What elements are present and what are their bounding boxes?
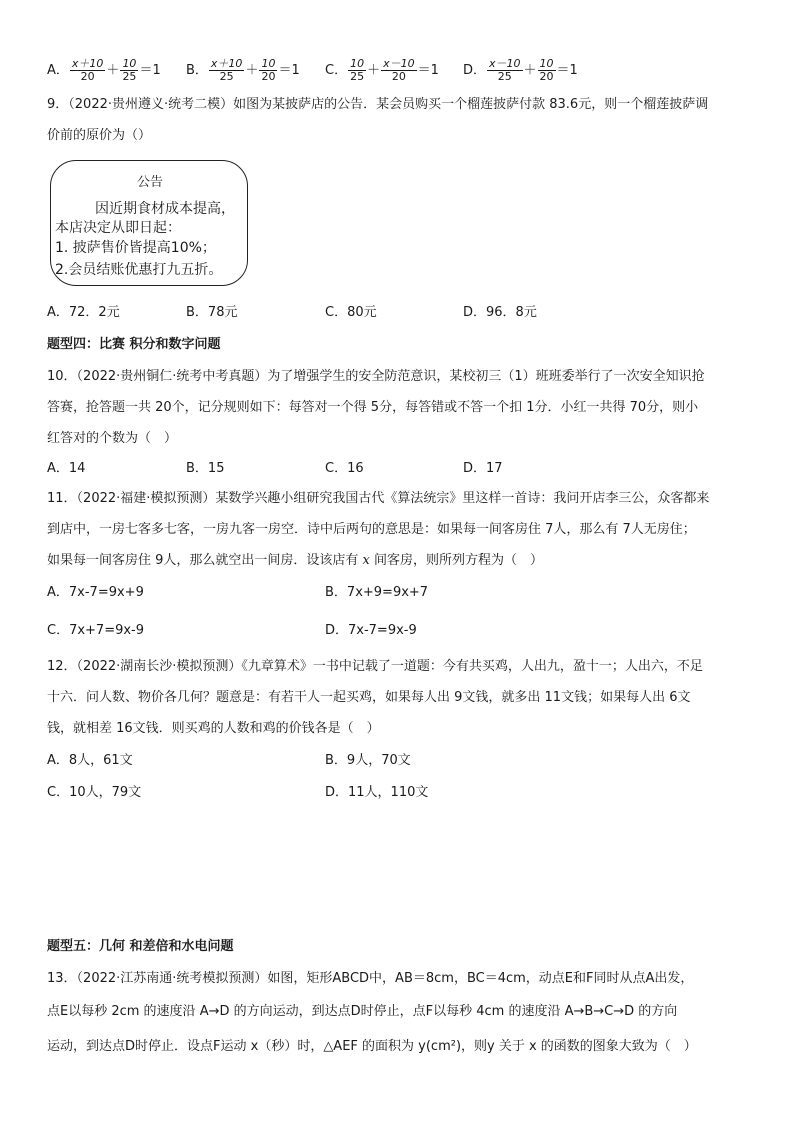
q10-stem-line3: 红答对的个数为（ ） xyxy=(47,431,178,446)
fraction: $\frac{x-10}{25}$ xyxy=(489,57,521,83)
q11-option-d[interactable]: D．7x-7=9x-9 xyxy=(325,623,417,638)
section-heading: 题型五：几何 和差倍和水电问题 xyxy=(47,939,234,954)
notice-line: 因近期食材成本提高， xyxy=(95,201,235,217)
notice-line: 2.会员结账优惠打九五折。 xyxy=(55,262,223,278)
fraction: $\frac{10}{20}$ xyxy=(261,57,276,83)
notice-line: 1. 披萨售价皆提高10%； xyxy=(55,240,216,256)
q9-option-d[interactable]: D．96．8元 xyxy=(463,305,537,320)
q13-stem-line1: 13．（2022·江苏南通·统考模拟预测）如图，矩形ABCD中，AB＝8cm，BC＝4cm，动点E和F同时从点A出发， xyxy=(47,971,694,986)
fraction: $\frac{x+10}{20}$ xyxy=(71,57,104,83)
q11-stem-line2: 到店中，一房七客多七客，一房九客一房空．诗中后两句的意思是：如果每一间客房住 7人，那么有 7人无房住； xyxy=(47,522,696,537)
notice-title: 公告 xyxy=(137,175,164,190)
q10-stem-line2: 答赛，抢答题一共 20个，记分规则如下：每答对一个得 5分，每答错或不答一个扣 1分．小红一共得 70分，则小 xyxy=(47,400,699,415)
q12-option-d[interactable]: D．11人，110文 xyxy=(325,785,429,800)
q13-stem-line3: 运动，到达点D时停止．设点F运动 x（秒）时，△AEF 的面积为 y(cm²)，则y 关于 x 的函数的图象大致为（ ） xyxy=(47,1039,697,1054)
q11-option-c[interactable]: C．7x+7=9x-9 xyxy=(47,623,145,638)
q12-stem-line3: 钱，就相差 16文钱．则买鸡的人数和鸡的价钱各是（ ） xyxy=(47,721,380,736)
section-heading: 题型四：比赛 积分和数字问题 xyxy=(47,337,221,352)
option-label: A． xyxy=(47,62,69,78)
q11-stem-line3: 如果每一间客房住 9人，那么就空出一间房．设该店有 x 间客房，则所列方程为（ ） xyxy=(47,553,544,568)
q9-option-a[interactable]: A．72．2元 xyxy=(47,305,120,320)
q10-stem-line1: 10．（2022·贵州铜仁·统考中考真题）为了增强学生的安全防范意识，某校初三（1）班班委举行了一次安全知识抢 xyxy=(47,369,705,384)
fraction: $\frac{x+10}{25}$ xyxy=(210,57,243,83)
q11-stem-line1: 11．（2022·福建·模拟预测）某数学兴趣小组研究我国古代《算法统宗》里这样一首诗：我问开店李三公，众客都来 xyxy=(47,491,710,506)
fraction: $\frac{10}{20}$ xyxy=(539,57,554,83)
q10-option-c[interactable]: C．16 xyxy=(325,461,364,476)
q8-option-a[interactable]: A． $\frac{x+10}{20}$ ＋ $\frac{10}{25}$ ＝1 xyxy=(47,57,161,83)
notice-board xyxy=(50,160,248,286)
q13-stem-line2: 点E以每秒 2cm 的速度沿 A→D 的方向运动，到达点D时停止，点F以每秒 4cm 的速度沿 A→B→C→D 的方向 xyxy=(47,1004,678,1019)
notice-line: 本店决定从即日起： xyxy=(55,220,181,236)
q11-option-a[interactable]: A．7x-7=9x+9 xyxy=(47,585,144,600)
q8-option-d[interactable]: D． $\frac{x-10}{25}$ ＋ $\frac{10}{20}$ ＝1 xyxy=(463,57,578,83)
q12-stem-line1: 12．（2022·湖南长沙·模拟预测）《九章算术》一书中记载了一道题：今有共买鸡，人出九，盈十一；人出六，不足 xyxy=(47,659,703,674)
q9-stem-line2: 价前的原价为（） xyxy=(47,128,152,143)
q8-option-c[interactable]: C． $\frac{10}{25}$ ＋ $\frac{x-10}{20}$ ＝1 xyxy=(325,57,439,83)
q10-option-a[interactable]: A．14 xyxy=(47,461,86,476)
q10-option-d[interactable]: D．17 xyxy=(463,461,503,476)
option-label: C． xyxy=(325,62,348,78)
q12-option-b[interactable]: B．9人，70文 xyxy=(325,753,411,768)
q9-stem-line1: 9．（2022·贵州遵义·统考二模）如图为某披萨店的公告．某会员购买一个榴莲披萨付款 83.6元，则一个榴莲披萨调 xyxy=(47,97,709,112)
option-label: B． xyxy=(186,62,208,78)
q11-option-b[interactable]: B．7x+9=9x+7 xyxy=(325,585,429,600)
fraction: $\frac{10}{25}$ xyxy=(122,57,137,83)
q12-option-c[interactable]: C．10人，79文 xyxy=(47,785,142,800)
q9-option-b[interactable]: B．78元 xyxy=(186,305,238,320)
q9-option-c[interactable]: C．80元 xyxy=(325,305,377,320)
q12-option-a[interactable]: A．8人，61文 xyxy=(47,753,133,768)
fraction: $\frac{x-10}{20}$ xyxy=(383,57,415,83)
q8-option-b[interactable]: B． $\frac{x+10}{25}$ ＋ $\frac{10}{20}$ ＝1 xyxy=(186,57,300,83)
fraction: $\frac{10}{25}$ xyxy=(350,57,365,83)
q12-stem-line2: 十六．问人数、物价各几何？题意是：有若干人一起买鸡，如果每人出 9文钱，就多出 11文钱；如果每人出 6文 xyxy=(47,690,691,705)
q10-option-b[interactable]: B．15 xyxy=(186,461,225,476)
option-label: D． xyxy=(463,62,487,78)
